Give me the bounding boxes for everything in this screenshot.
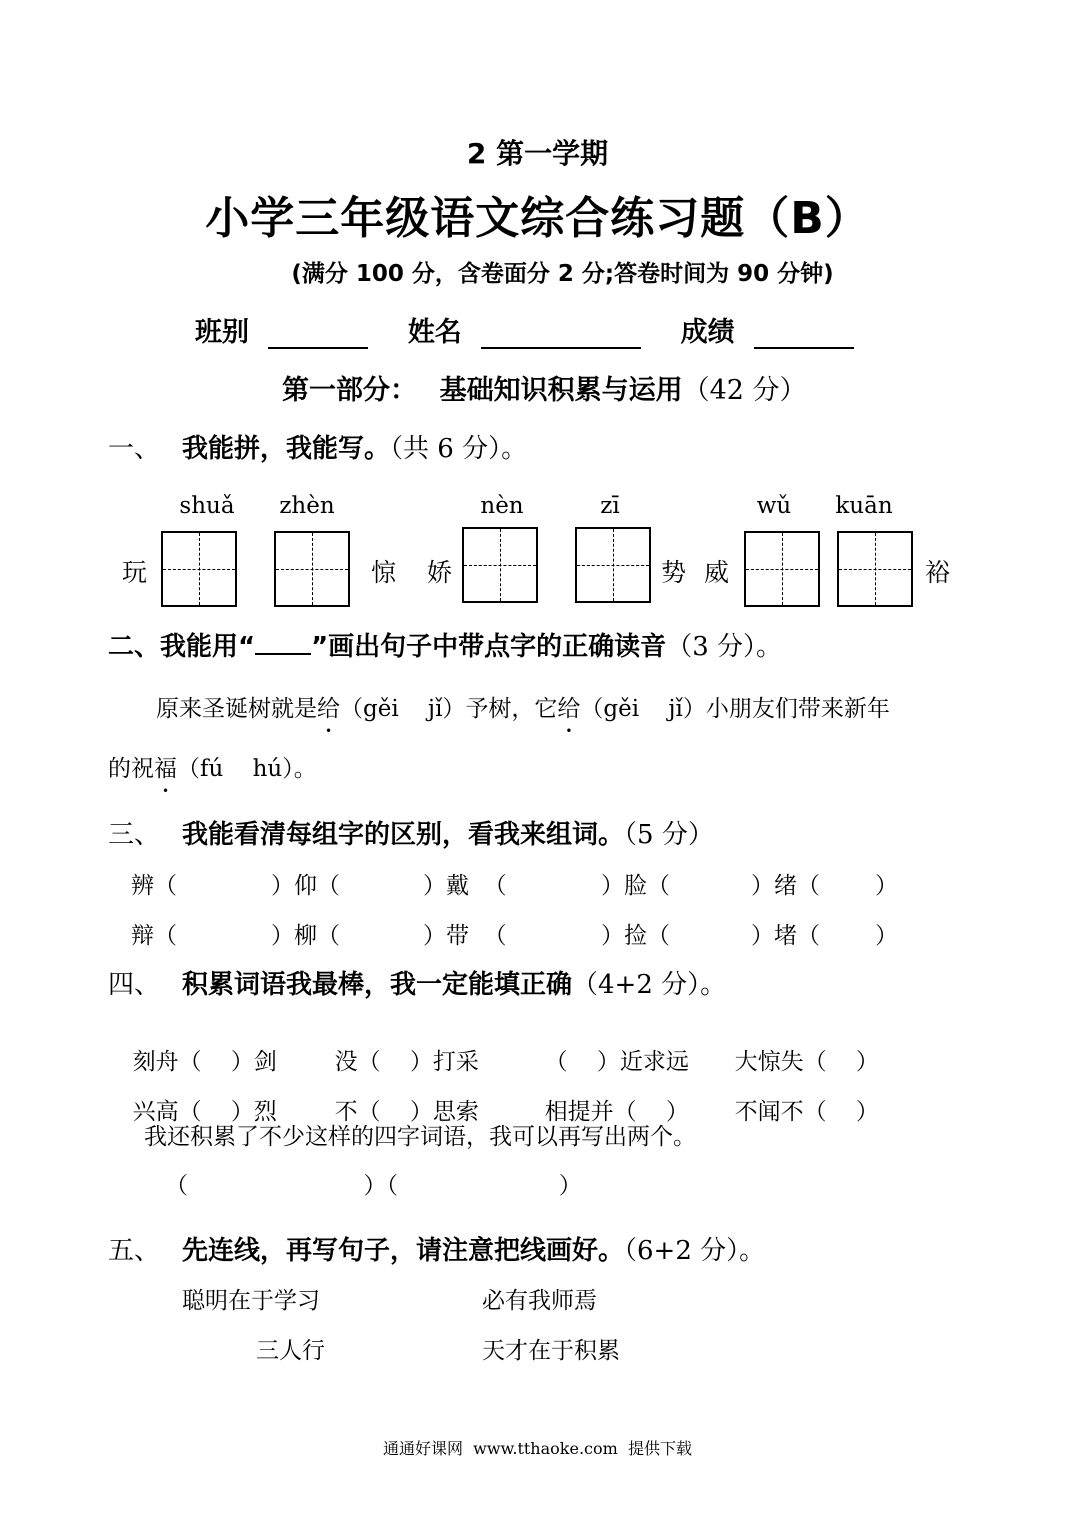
q5-right-2[interactable]: 天才在于积累 xyxy=(482,1338,620,1364)
q3-points: （5 分） xyxy=(624,820,714,850)
q2-text-a: 原来圣诞树就是 xyxy=(156,696,317,722)
q4-title: 积累词语我最棒，我一定能填正确 xyxy=(182,970,573,1000)
q2-title-a: 二、我能用“ xyxy=(108,632,256,662)
q3-heading xyxy=(108,814,714,851)
q3-item[interactable]: ）戴 （ xyxy=(423,873,507,899)
q1-writing-box-4[interactable] xyxy=(575,527,651,603)
q1-title: 我能拼，我能写。 xyxy=(182,434,391,464)
q1-char-6: 裕 xyxy=(925,558,951,587)
q1-char-2: 惊 xyxy=(371,558,397,587)
q1-writing-box-6[interactable] xyxy=(837,531,913,607)
q4-idiom[interactable]: （ ）近求远 xyxy=(544,1049,689,1075)
q2-sentence-line1 xyxy=(156,690,890,723)
q3-number: 三、 xyxy=(108,820,161,850)
q4-idiom[interactable]: 刻舟（ ）剑 xyxy=(132,1049,277,1075)
q3-item-close: ） xyxy=(875,873,898,899)
footer-credit: 通通好课网 www.tthaoke.com 提供下载 xyxy=(383,1439,692,1458)
semester-label: 2 第一学期 xyxy=(466,137,609,170)
q2-text-b: 的祝 xyxy=(108,756,154,782)
q3-row-1 xyxy=(131,867,898,900)
q3-item[interactable]: ）捡（ xyxy=(601,923,670,949)
q2-heading xyxy=(108,626,782,663)
q1-pinyin-1: shuǎ xyxy=(179,493,235,519)
part1-points: （42 分） xyxy=(682,375,807,406)
page-title: 小学三年级语文综合练习题（B） xyxy=(205,193,870,244)
q1-pinyin-5: wǔ xyxy=(756,493,792,519)
q2-options-3[interactable]: （fú hú）。 xyxy=(177,756,317,782)
q4-idiom[interactable]: 没（ ）打采 xyxy=(334,1049,479,1075)
q4-idiom[interactable]: 大惊失（ ） xyxy=(734,1049,879,1075)
q5-heading xyxy=(108,1230,765,1267)
q2-dotted-char-3: 福 xyxy=(154,756,177,782)
q5-title: 先连线，再写句子，请注意把线画好。 xyxy=(182,1236,625,1266)
q1-writing-box-2[interactable] xyxy=(274,531,350,607)
q2-underline-sample xyxy=(255,631,311,655)
q2-dotted-char-2: 给 xyxy=(557,696,581,722)
q1-pinyin-3: nèn xyxy=(480,493,524,519)
q4-idiom[interactable]: 不闻不（ ） xyxy=(734,1099,879,1125)
q1-pinyin-6: kuān xyxy=(835,493,893,519)
name-field[interactable] xyxy=(481,317,641,349)
q1-char-5: 威 xyxy=(704,558,730,587)
q1-pinyin-2: zhèn xyxy=(279,493,335,519)
q3-item[interactable]: ）带 （ xyxy=(423,923,507,949)
q1-char-4: 势 xyxy=(661,558,687,587)
q5-left-2[interactable]: 三人行 xyxy=(256,1338,325,1364)
score-note: (满分 100 分，含卷面分 2 分;答卷时间为 90 分钟) xyxy=(291,261,834,287)
q4-extra-blanks[interactable]: （ ）（ ） xyxy=(165,1173,582,1199)
score-label: 成绩 xyxy=(680,317,735,348)
q5-right-1[interactable]: 必有我师焉 xyxy=(482,1288,597,1314)
q3-item-close: ） xyxy=(875,923,898,949)
q3-title: 我能看清每组字的区别，看我来组词。 xyxy=(182,820,625,850)
q3-item[interactable]: 辨（ xyxy=(131,873,177,899)
q4-idiom[interactable]: 相提并（ ） xyxy=(544,1099,689,1125)
q3-item[interactable]: 辩（ xyxy=(131,923,177,949)
q1-writing-box-5[interactable] xyxy=(744,531,820,607)
q3-item[interactable]: ）堵（ xyxy=(751,923,820,949)
q2-points: （3 分）。 xyxy=(666,632,782,662)
q3-row-2 xyxy=(131,917,898,950)
q5-points: （6+2 分）。 xyxy=(624,1236,766,1266)
q4-idiom[interactable]: 兴高（ ）烈 xyxy=(132,1099,277,1125)
q1-number: 一、 xyxy=(108,434,161,464)
q2-dotted-char-1: 给 xyxy=(317,696,340,722)
part1-title: 基础知识积累与运用 xyxy=(439,375,683,406)
q1-heading xyxy=(108,428,527,465)
q1-char-3: 娇 xyxy=(427,558,453,587)
q4-points: （4+2 分）。 xyxy=(572,970,727,1000)
q1-pinyin-4: zī xyxy=(600,493,620,519)
student-info-row xyxy=(195,310,864,349)
q3-item[interactable]: ）仰（ xyxy=(271,873,340,899)
q3-item[interactable]: ）绪（ xyxy=(751,873,820,899)
q1-writing-box-1[interactable] xyxy=(161,531,237,607)
part1-label: 第一部分： xyxy=(282,375,417,406)
class-field[interactable] xyxy=(268,317,368,349)
name-label: 姓名 xyxy=(407,317,462,348)
q1-char-1: 玩 xyxy=(122,558,148,587)
class-label: 班别 xyxy=(195,317,249,348)
q5-left-1[interactable]: 聪明在于学习 xyxy=(182,1288,320,1314)
q3-item[interactable]: ）脸（ xyxy=(601,873,670,899)
q1-points: （共 6 分）。 xyxy=(390,434,528,464)
q4-extra-prompt: 我还积累了不少这样的四字词语，我可以再写出两个。 xyxy=(144,1124,696,1150)
q1-writing-box-3[interactable] xyxy=(462,527,538,603)
q2-sentence-line2 xyxy=(108,750,317,783)
q5-number: 五、 xyxy=(108,1236,161,1266)
q4-idiom[interactable]: 不（ ）思索 xyxy=(334,1099,479,1125)
q2-options-1[interactable]: （gěi jǐ）予树，它 xyxy=(340,696,558,722)
q3-item[interactable]: ）柳（ xyxy=(271,923,340,949)
q4-heading xyxy=(108,964,726,1001)
q2-title-b: ”画出句子中带点字的正确读音 xyxy=(311,632,667,662)
q2-options-2[interactable]: （gěi jǐ）小朋友们带来新年 xyxy=(580,696,890,722)
score-field[interactable] xyxy=(754,317,854,349)
part1-heading xyxy=(282,368,807,407)
q4-number: 四、 xyxy=(108,970,161,1000)
